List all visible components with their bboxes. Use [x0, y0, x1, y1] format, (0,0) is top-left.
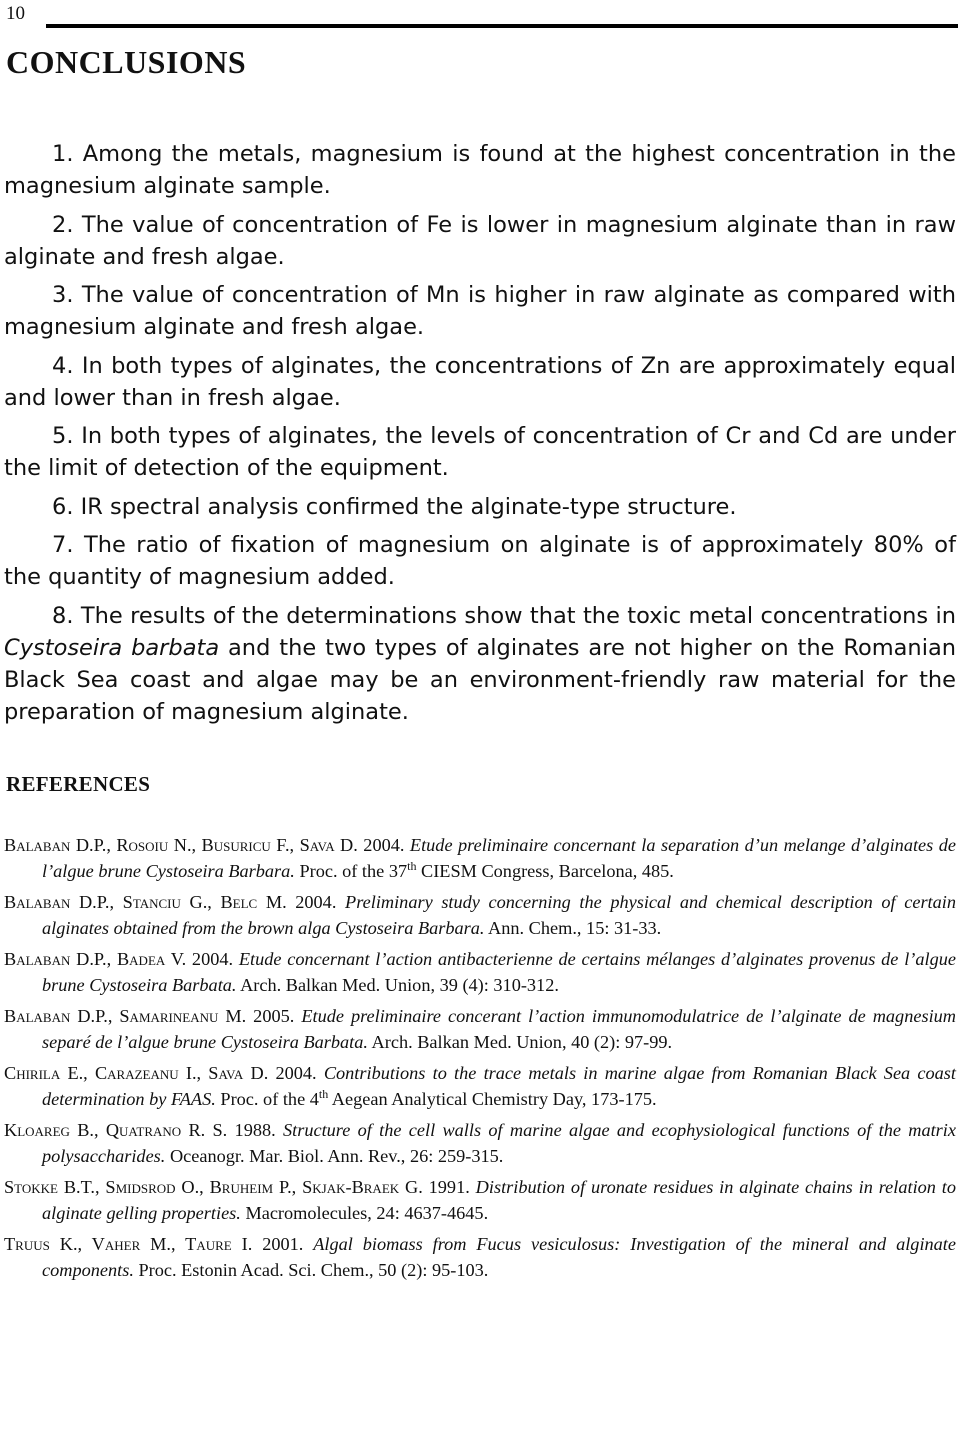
reference-entry: [4, 1174, 956, 1226]
reference-entry: [4, 1003, 956, 1055]
item-text: The value of concentration of Fe is lower in magnesium alginate than in raw alginate and fresh algae.: [4, 211, 956, 270]
reference-source: Ann. Chem., 15: 31-33.: [488, 918, 662, 938]
item-number: 4.: [52, 352, 74, 379]
reference-title: Contributions to the trace metals in marine algae from Romanian Black Sea coast determination by FAAS.: [42, 1063, 956, 1109]
item-text: The results of the determinations show that the toxic metal concentrations in: [80, 602, 957, 629]
conclusion-item: [4, 279, 956, 343]
conclusion-item: [4, 600, 956, 728]
reference-source: Aegean Analytical Chemistry Day, 173-175.: [328, 1089, 657, 1109]
reference-source: CIESM Congress, Barcelona, 485.: [416, 861, 674, 881]
reference-source: Arch. Balkan Med. Union, 40 (2): 97-99.: [371, 1032, 673, 1052]
conclusion-item: [4, 138, 956, 202]
conclusion-item: [4, 209, 956, 273]
references-list: [4, 832, 956, 1288]
item-text: Among the metals, magnesium is found at the highest concentration in the magnesium alginate sample.: [4, 141, 956, 199]
reference-authors: Balaban D.P., Badea V. 2004.: [4, 949, 234, 969]
reference-title: Distribution of uronate residues in alginate chains in relation to alginate gelling properties.: [42, 1177, 957, 1223]
reference-title: Structure of the cell walls of marine algae and ecophysiological functions of the matrix polysaccharides.: [42, 1120, 956, 1166]
item-number: 2.: [52, 211, 74, 238]
reference-superscript: th: [407, 858, 417, 873]
conclusion-item: [4, 529, 956, 593]
reference-source: Oceanogr. Mar. Biol. Ann. Rev., 26: 259-315.: [169, 1146, 504, 1166]
reference-source: Proc. of the 37: [299, 861, 408, 881]
reference-entry: [4, 1117, 956, 1169]
item-text: and the two types of alginates are not higher on the Romanian Black Sea coast and algae may be an environment-friendly raw material for the preparation of magnesium alginate.: [4, 634, 956, 725]
page-number: 10: [6, 3, 25, 24]
reference-authors: Stokke B.T., Smidsrod O., Bruheim P., Skjak-Braek G. 1991.: [4, 1177, 470, 1197]
reference-entry: [4, 1060, 956, 1112]
item-text: The ratio of fixation of magnesium on alginate is of approximately 80% of the quantity of magnesium added.: [4, 532, 956, 590]
item-number: 7.: [52, 532, 74, 558]
references-heading: REFERENCES: [6, 772, 151, 796]
reference-title: Etude preliminaire concerant l’action immunomodulatrice de l’alginate de magnesium separé de l’algue brune Cystoseira Barbata.: [42, 1006, 956, 1052]
conclusion-item: [4, 491, 956, 523]
item-text: IR spectral analysis confirmed the alginate-type structure.: [80, 493, 737, 520]
conclusion-item: [4, 420, 956, 484]
reference-superscript: th: [318, 1086, 329, 1101]
reference-entry: [4, 1231, 956, 1283]
item-number: 1.: [52, 141, 74, 167]
reference-authors: Balaban D.P., Samarineanu M. 2005.: [4, 1006, 295, 1026]
header-rule: [46, 24, 958, 28]
reference-source: Arch. Balkan Med. Union, 39 (4): 310-312.: [240, 975, 559, 995]
item-text: In both types of alginates, the levels of concentration of Cr and Cd are under the limit of detection of the equipment.: [4, 423, 956, 481]
item-text: The value of concentration of Mn is higher in raw alginate as compared with magnesium alginate and fresh algae.: [4, 282, 956, 340]
reference-title: Preliminary study concerning the physical and chemical description of certain alginates obtained from the brown alga Cystoseira Barbara.: [42, 892, 956, 938]
reference-authors: Balaban D.P., Stanciu G., Belc M. 2004.: [4, 892, 337, 912]
reference-source: Proc. Estonin Acad. Sci. Chem., 50 (2): 95-103.: [138, 1260, 489, 1280]
reference-authors: Balaban D.P., Rosoiu N., Busuricu F., Sava D. 2004.: [4, 835, 405, 855]
reference-entry: [4, 889, 956, 941]
reference-source: Macromolecules, 24: 4637-4645.: [245, 1203, 489, 1223]
species-name: Cystoseira barbata: [4, 634, 220, 661]
conclusions-list: [4, 138, 956, 734]
reference-authors: Truus K., Vaher M., Taure I. 2001.: [4, 1234, 304, 1254]
reference-entry: [4, 832, 956, 884]
item-number: 3.: [52, 282, 74, 308]
reference-source: Proc. of the 4: [220, 1089, 319, 1109]
reference-title: Algal biomass from Fucus vesiculosus: Investigation of the mineral and alginate components.: [42, 1234, 956, 1280]
reference-title: Etude preliminaire concernant la separation d’un melange d’alginates de l’algue brune Cystoseira Barbara.: [42, 835, 956, 881]
item-text: In both types of alginates, the concentrations of Zn are approximately equal and lower than in fresh algae.: [4, 352, 957, 411]
item-number: 5.: [52, 423, 74, 449]
reference-authors: Kloareg B., Quatrano R. S. 1988.: [4, 1120, 276, 1140]
item-number: 6.: [52, 493, 74, 520]
reference-entry: [4, 946, 956, 998]
conclusion-item: [4, 350, 956, 414]
item-number: 8.: [52, 602, 74, 629]
reference-title: Etude concernant l’action antibacterienne de certains mélanges d’alginates provenus de l’algue brune Cystoseira Barbata.: [42, 949, 956, 995]
conclusions-heading: CONCLUSIONS: [6, 44, 247, 80]
reference-authors: Chirila E., Carazeanu I., Sava D. 2004.: [4, 1063, 317, 1083]
